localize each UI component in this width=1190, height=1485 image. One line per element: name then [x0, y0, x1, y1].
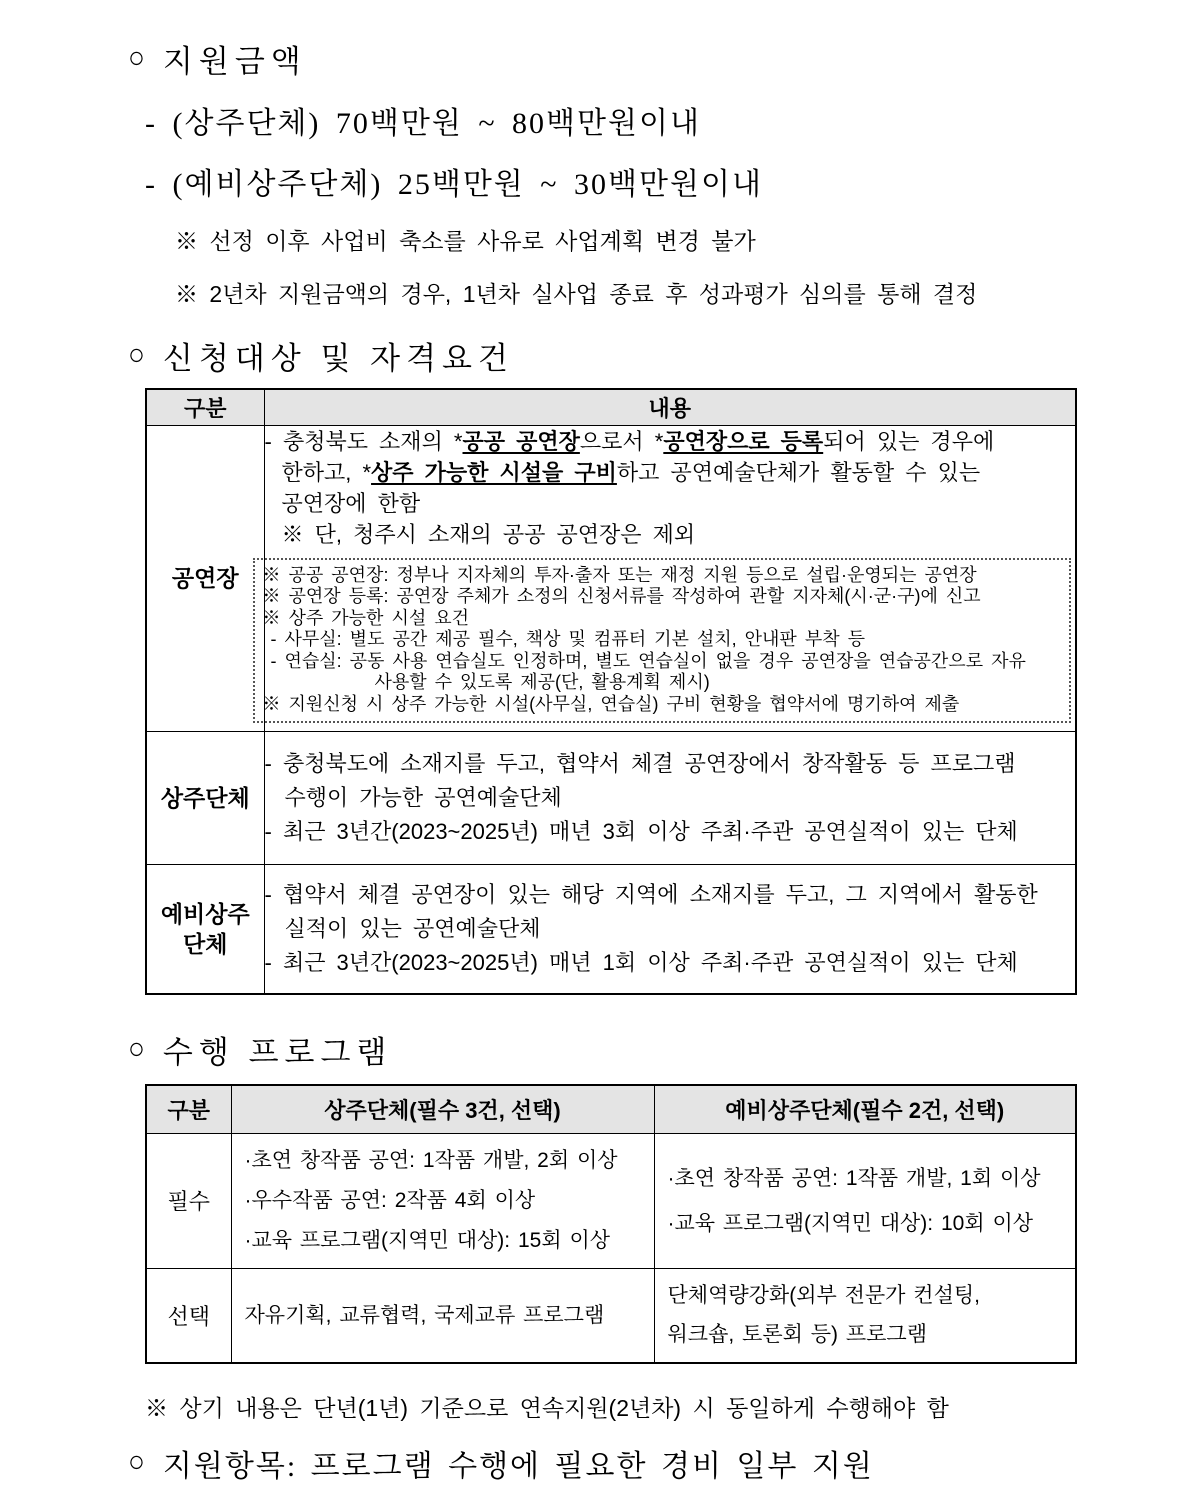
- venue-text-emph: 공공 공연장: [462, 428, 580, 454]
- heading-text-programs: 수행 프로그램: [162, 1035, 393, 1070]
- section-heading-eligibility: [128, 333, 1077, 378]
- venue-notice-box: [253, 558, 1071, 724]
- program-item: ·초연 창작품 공연: 1작품 개발, 1회 이상: [667, 1166, 1041, 1190]
- table-row-resident: [146, 731, 1076, 864]
- pre-resident-label-line1: 예비상주: [160, 900, 250, 927]
- programs-header-row: [146, 1085, 1076, 1133]
- notice-line: ※ 상주 가능한 시설 요건: [262, 607, 469, 628]
- venue-text: 한하고, *: [281, 459, 372, 485]
- resident-row-label: 상주단체: [146, 731, 264, 864]
- required-pre-resident-content: [654, 1133, 1076, 1268]
- notice-line: - 연습실: 공동 사용 연습실도 인정하며, 별도 연습실이 없을 경우 공연장을 연습공간으로 자유: [270, 650, 1026, 671]
- resident-line-2: 수행이 가능한 공연예술단체: [284, 784, 562, 810]
- resident-line-1: - 충청북도에 소재지를 두고, 협약서 체결 공연장에서 창작활동 등 프로그램: [264, 750, 1016, 776]
- program-item: 자유기획, 교류협력, 국제교류 프로그램: [244, 1303, 605, 1327]
- heading-text-support-amount: 지원금액: [162, 44, 307, 79]
- eligibility-header-content: 내용: [264, 389, 1076, 425]
- venue-row-content: [264, 425, 1076, 731]
- eligibility-table: [145, 388, 1077, 995]
- venue-line-3: 공연장에 한함: [281, 490, 421, 516]
- section-heading-support-items: [128, 1441, 1077, 1485]
- circle-bullet-icon: ○: [128, 1445, 145, 1480]
- pre-resident-row-content: [264, 864, 1076, 994]
- program-item: ·초연 창작품 공연: 1작품 개발, 2회 이상: [244, 1148, 618, 1172]
- optional-row-label: 선택: [146, 1268, 231, 1363]
- program-item: 워크숍, 토론회 등) 프로그램: [667, 1323, 927, 1347]
- required-resident-content: [231, 1133, 654, 1268]
- venue-text: 으로서 *: [579, 428, 664, 454]
- program-item: ·우수작품 공연: 2작품 4회 이상: [244, 1188, 536, 1212]
- circle-bullet-icon: ○: [128, 338, 145, 372]
- pre-resident-row-label: [146, 864, 264, 994]
- programs-header-category: 구분: [146, 1085, 231, 1133]
- programs-footnote: ※ 상기 내용은 단년(1년) 기준으로 연속지원(2년차) 시 동일하게 수행해야 함: [145, 1395, 949, 1421]
- pre-resident-line-1: - 협약서 체결 공연장이 있는 해당 지역에 소재지를 두고, 그 지역에서 활동한: [264, 881, 1038, 907]
- table-row-pre-resident: [146, 864, 1076, 994]
- program-item: ·교육 프로그램(지역민 대상): 15회 이상: [244, 1228, 611, 1252]
- venue-text: - 충청북도 소재의 *: [264, 428, 463, 454]
- table-row-venue: [146, 425, 1076, 731]
- section-heading-programs: [128, 1027, 1077, 1072]
- venue-text: 하고 공연예술단체가 활동할 수 있는: [616, 459, 981, 485]
- amount-note-2: ※ 2년차 지원금액의 경우, 1년차 실사업 종료 후 성과평가 심의를 통해 결정: [175, 281, 978, 307]
- pre-resident-line-3: - 최근 3년간(2023~2025년) 매년 1회 이상 주최·주관 공연실적이 있는 단체: [264, 949, 1018, 975]
- venue-text-emph: 상주 가능한 시설을 구비: [371, 459, 617, 485]
- pre-resident-line-2: 실적이 있는 공연예술단체: [284, 915, 541, 941]
- notice-line: 사용할 수 있도록 제공(단, 활용계획 제시): [374, 672, 710, 692]
- optional-resident-content: [231, 1268, 654, 1363]
- amount-item-resident: - (상주단체) 70백만원 ~ 80백만원이내: [145, 107, 701, 140]
- eligibility-header-row: [146, 389, 1076, 425]
- heading-text-support-items: 지원항목: 프로그램 수행에 필요한 경비 일부 지원: [162, 1450, 874, 1483]
- programs-header-resident: 상주단체(필수 3건, 선택): [231, 1085, 654, 1133]
- amount-item-pre-resident: - (예비상주단체) 25백만원 ~ 30백만원이내: [145, 168, 763, 201]
- optional-pre-resident-content: [654, 1268, 1076, 1363]
- table-row-required: [146, 1133, 1076, 1268]
- notice-line: - 사무실: 별도 공간 제공 필수, 책상 및 컴퓨터 기본 설치, 안내판 부착 등: [270, 629, 865, 649]
- venue-row-label: 공연장: [146, 425, 264, 731]
- venue-line-2: [265, 457, 1076, 488]
- venue-line-1: [265, 426, 1076, 457]
- notice-line: ※ 지원신청 시 상주 가능한 시설(사무실, 연습실) 구비 현황을 협약서에 명기하여 제출: [262, 693, 960, 714]
- venue-text: 되어 있는 경우에: [823, 428, 995, 454]
- amount-note-1: ※ 선정 이후 사업비 축소를 사유로 사업계획 변경 불가: [175, 228, 756, 254]
- circle-bullet-icon: ○: [128, 1032, 145, 1066]
- eligibility-header-category: 구분: [146, 389, 264, 425]
- programs-header-pre-resident: 예비상주단체(필수 2건, 선택): [654, 1085, 1076, 1133]
- required-row-label: 필수: [146, 1133, 231, 1268]
- pre-resident-label-line2: 단체: [183, 930, 228, 957]
- resident-line-3: - 최근 3년간(2023~2025년) 매년 3회 이상 주최·주관 공연실적이 있는 단체: [264, 818, 1018, 844]
- program-item: 단체역량강화(외부 전문가 컨설팅,: [667, 1284, 980, 1308]
- section-heading-support-amount: [128, 36, 1077, 81]
- program-item: ·교육 프로그램(지역민 대상): 10회 이상: [667, 1211, 1034, 1235]
- venue-line-4: ※ 단, 청주시 소재의 공공 공연장은 제외: [281, 521, 696, 547]
- notice-line: ※ 공연장 등록: 공연장 주체가 소정의 신청서류를 작성하여 관할 지자체(시·군·구)에 신고: [262, 586, 981, 606]
- programs-table: [145, 1084, 1077, 1364]
- heading-text-eligibility: 신청대상 및 자격요건: [162, 341, 514, 376]
- circle-bullet-icon: ○: [128, 41, 145, 75]
- table-row-optional: [146, 1268, 1076, 1363]
- resident-row-content: [264, 731, 1076, 864]
- notice-line: ※ 공공 공연장: 정부나 지자체의 투자·출자 또는 재정 지원 등으로 설립·운영되는 공연장: [262, 564, 977, 585]
- venue-text-emph: 공연장으로 등록: [663, 428, 824, 454]
